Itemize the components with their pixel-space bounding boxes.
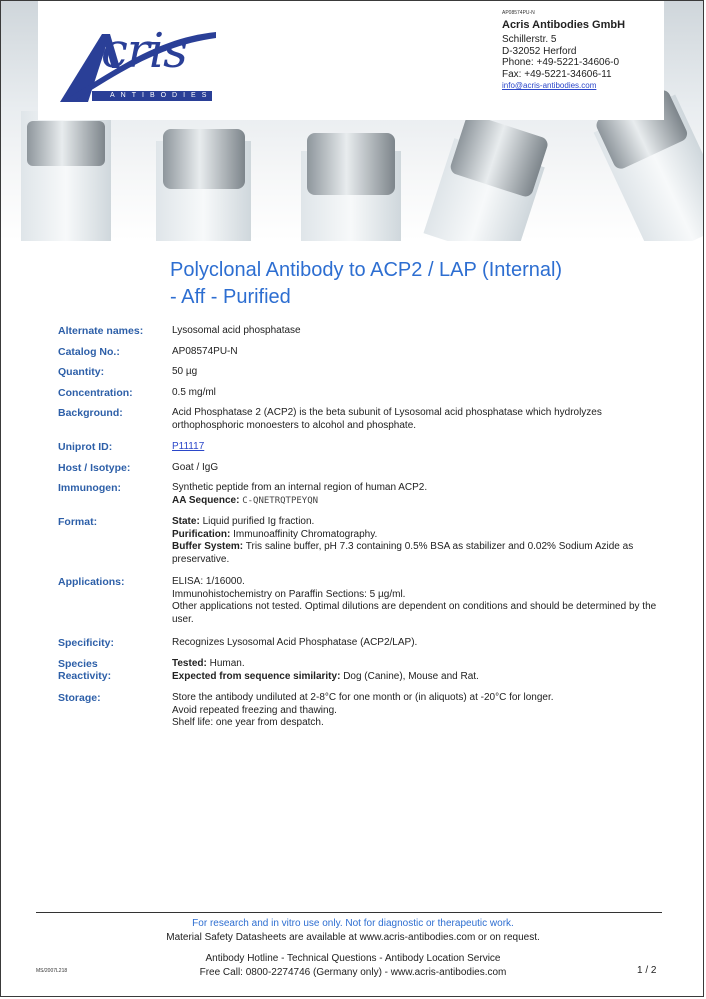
phone: Phone: +49-5221-34606-0 (502, 57, 620, 68)
label-immunogen: Immunogen: (58, 482, 121, 494)
buffer-value: Tris saline buffer, pH 7.3 containing 0.5% BSA as stabilizer and 0.02% Sodium Azide as preservative. (172, 541, 634, 565)
street: Schillerstr. 5 (502, 34, 557, 45)
value-background: Acid Phosphatase 2 (ACP2) is the beta subunit of Lysosomal acid phosphatase which hydrolyzes orthophosphoric monoesters to alcohol and phosphate. (172, 407, 602, 431)
value-catalog: AP08574PU-N (172, 346, 238, 357)
value-host: Goat / IgG (172, 462, 219, 473)
immunogen-text: Synthetic peptide from an internal region of human ACP2. (172, 482, 428, 493)
label-uniprot: Uniprot ID: (58, 441, 113, 453)
footer-msds: Material Safety Datasheets are available at www.acris-antibodies.com or on request. (166, 932, 540, 943)
storage-line-3: Shelf life: one year from despatch. (172, 717, 324, 728)
footer-research-only: For research and in vitro use only. Not for diagnostic or therapeutic work. (192, 918, 514, 929)
city: D-32052 Herford (502, 45, 577, 57)
uniprot-link[interactable]: P11117 (172, 441, 205, 452)
doc-ref: AP08574PU-N (502, 10, 535, 16)
label-alternate-names: Alternate names: (58, 325, 144, 337)
expected-label: Expected from sequence similarity: (172, 670, 341, 682)
storage-line-2: Avoid repeated freezing and thawing. (172, 704, 337, 716)
page-number: 1 / 2 (637, 965, 657, 976)
label-host: Host / Isotype: (58, 462, 131, 474)
purification-value: Immunoaffinity Chromatography. (233, 528, 378, 540)
buffer-label: Buffer System: (172, 541, 244, 552)
footer-hotline: Antibody Hotline - Technical Questions - Antibody Location Service (205, 953, 501, 964)
label-storage: Storage: (58, 692, 101, 704)
label-specificity: Specificity: (58, 637, 115, 649)
label-catalog: Catalog No.: (58, 346, 120, 358)
company-name: Acris Antibodies GmbH (502, 19, 626, 31)
label-background: Background: (58, 407, 123, 419)
label-quantity: Quantity: (58, 366, 105, 378)
title-line-2: - Aff - Purified (170, 286, 291, 308)
label-format: Format: (58, 516, 98, 528)
footer-doc-code: MS/2007L218 (36, 968, 68, 974)
applications-line-3: Other applications not tested. Optimal dilutions are dependent on conditions and should be determined by the user. (172, 601, 657, 625)
aa-value: C-QNETRQTPEYQN (242, 495, 319, 506)
species-label-line-1: Species (58, 658, 98, 670)
state-label: State: (172, 516, 200, 527)
value-alternate-names: Lysosomal acid phosphatase (172, 325, 301, 336)
aa-label: AA Sequence: (172, 494, 240, 506)
label-concentration: Concentration: (58, 387, 133, 399)
label-applications: Applications: (58, 576, 125, 588)
applications-line-1: ELISA: 1/16000. (172, 576, 245, 587)
value-specificity: Recognizes Lysosomal Acid Phosphatase (ACP2/LAP). (172, 637, 418, 648)
tested-value: Human. (209, 658, 245, 669)
logo-wordmark: cris (101, 23, 187, 79)
value-quantity: 50 µg (172, 366, 198, 377)
logo-subtitle: ANTIBODIES (110, 92, 213, 99)
tested-label: Tested: (172, 658, 207, 669)
applications-line-2: Immunohistochemistry on Paraffin Sections: 5 µg/ml. (172, 588, 406, 600)
footer-freecall: Free Call: 0800-2274746 (Germany only) - www.acris-antibodies.com (199, 967, 507, 978)
fax: Fax: +49-5221-34606-11 (502, 68, 612, 80)
species-label-line-2: Reactivity: (58, 670, 112, 682)
title-line-1: Polyclonal Antibody to ACP2 / LAP (Internal) (170, 259, 563, 281)
expected-value: Dog (Canine), Mouse and Rat. (343, 670, 479, 682)
state-value: Liquid purified Ig fraction. (202, 516, 315, 527)
storage-line-1: Store the antibody undiluted at 2-8°C for one month or (in aliquots) at -20°C for longer. (172, 692, 554, 703)
email-link[interactable]: info@acris-antibodies.com (502, 81, 597, 90)
value-concentration: 0.5 mg/ml (172, 387, 216, 398)
purification-label: Purification: (172, 528, 231, 540)
